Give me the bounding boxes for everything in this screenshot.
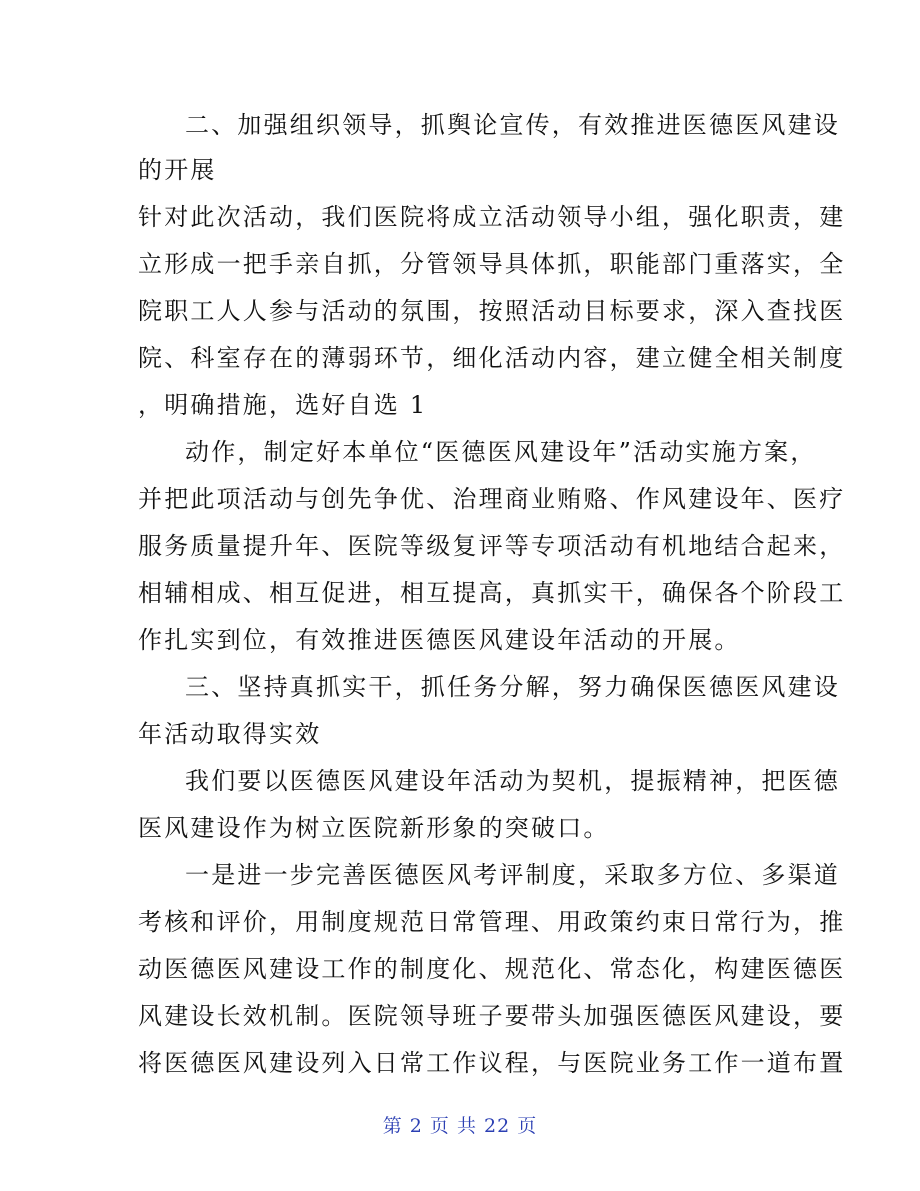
paragraph-line: 一是进一步完善医德医风考评制度，采取多方位、多渠道 [185,861,840,889]
paragraph-line: 院职工人人参与活动的氛围，按照活动目标要求，深入查找医 [138,297,846,325]
paragraph-line: 针对此次活动，我们医院将成立活动领导小组，强化职责，建 [138,203,846,231]
page-number-footer: 第 2 页 共 22 页 [382,1115,538,1137]
paragraph-line: 医风建设作为树立医院新形象的突破口。 [138,814,610,842]
paragraph-line: 立形成一把手亲自抓，分管领导具体抓，职能部门重落实，全 [138,250,846,278]
paragraph-line: 服务质量提升年、医院等级复评等专项活动有机地结合起来， [138,532,846,560]
paragraph-line: 将医德医风建设列入日常工作议程，与医院业务工作一道布置 [138,1049,846,1077]
paragraph-line: 作扎实到位，有效推进医德医风建设年活动的开展。 [138,626,741,654]
section-heading-3: 三、坚持真抓实干，抓任务分解，努力确保医德医风建设 [185,673,840,701]
section-heading-2-cont: 的开展 [138,156,217,184]
paragraph-line: 动作，制定好本单位“医德医风建设年”活动实施方案， [185,438,817,466]
section-heading-3-cont: 年活动取得实效 [138,720,322,748]
paragraph-line: 我们要以医德医风建设年活动为契机，提振精神，把医德 [185,767,840,795]
paragraph-line: 院、科室存在的薄弱环节，细化活动内容，建立健全相关制度 [138,344,846,372]
paragraph-line: ，明确措施，选好自选 1 [138,391,428,419]
paragraph-line: 考核和评价，用制度规范日常管理、用政策约束日常行为，推 [138,908,846,936]
paragraph-line: 并把此项活动与创先争优、治理商业贿赂、作风建设年、医疗 [138,485,846,513]
paragraph-line: 风建设长效机制。医院领导班子要带头加强医德医风建设，要 [138,1002,846,1030]
section-heading-2: 二、加强组织领导，抓舆论宣传，有效推进医德医风建设 [185,111,840,139]
paragraph-line: 相辅相成、相互促进，相互提高，真抓实干，确保各个阶段工 [138,579,846,607]
paragraph-line: 动医德医风建设工作的制度化、规范化、常态化，构建医德医 [138,955,846,983]
